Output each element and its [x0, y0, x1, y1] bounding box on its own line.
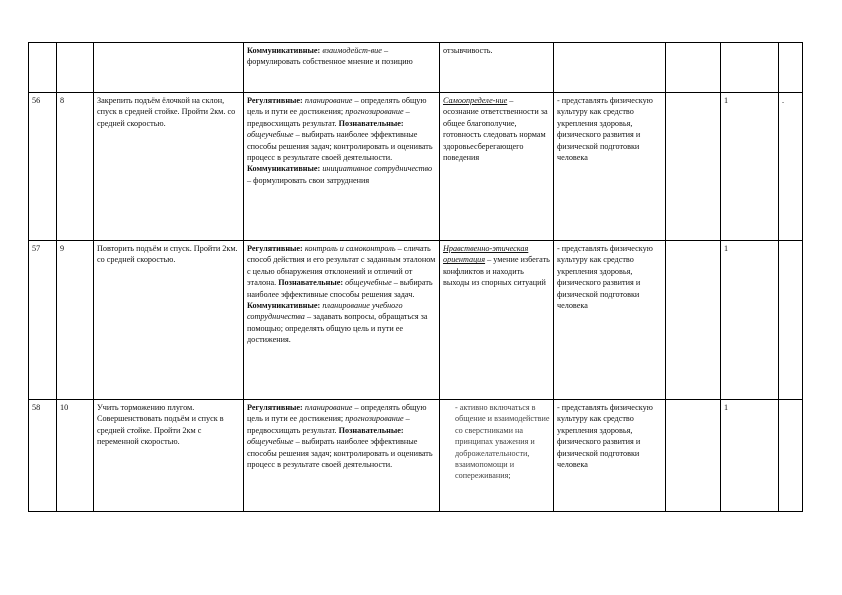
hours-cell: 1: [721, 93, 779, 241]
subject-results-cell: - представлять физическую культуру как средство укрепления здоровья, физического развития и физической подготовки человека: [554, 93, 666, 241]
metasubject-results-cell: Регулятивные: планирование – определять общую цель и пути ее достижения; прогнозирование – предвосхищать результат. Познавательные: общеучебные – выбирать наиболее эффективные способы решения задач; контролировать и оценивать процесс в результате своей деятельности.: [244, 400, 440, 512]
hours-cell: 1: [721, 241, 779, 400]
lesson-plan-table: [28, 42, 803, 512]
row-number-cell: [29, 43, 57, 93]
metasubject-results-cell: Регулятивные: планирование – определять общую цель и пути ее достижения; прогнозирование – предвосхищать результат. Познавательные: общеучебные – выбирать наиболее эффективные способы решения задач; контролировать и оценивать процесс в результате своей деятельности. Коммуникативные: инициативное сотрудничество – формулировать свои затруднения: [244, 93, 440, 241]
note-cell: [779, 400, 803, 512]
note-cell: [779, 241, 803, 400]
personal-results-cell: Самоопределе-ние – осознание ответственности за общее благополучие, готовность следовать нормам здоровьесберегающего поведения: [440, 93, 554, 241]
table-row: [29, 43, 803, 93]
metasubject-results-cell: Регулятивные: контроль и самоконтроль – сличать способ действия и его результат с заданным эталоном с целью обнаружения отклонений и отличий от эталона. Познавательные: общеучебные – выбирать наиболее эффективные способы решения задач. Коммуникативные: планирование учебного сотрудничества – задавать вопросы, обращаться за помощью; определять общую цель и пути ее достижения.: [244, 241, 440, 400]
lesson-number-cell: 10: [57, 400, 94, 512]
table-row: [29, 241, 803, 400]
topic-cell: Закрепить подъём ёлочкой на склон, спуск в средней стойке. Пройти 2км. со средней скоростью.: [94, 93, 244, 241]
hours-cell: 1: [721, 400, 779, 512]
hours-cell: [721, 43, 779, 93]
table-row: [29, 93, 803, 241]
personal-results-cell: Нравственно-этическая ориентация – умение избегать конфликтов и находить выходы из спорных ситуаций: [440, 241, 554, 400]
empty-cell: [666, 400, 721, 512]
table-row: [29, 400, 803, 512]
personal-results-cell: - активно включаться в общение и взаимодействие со сверстниками на принципах уважения и доброжелательности, взаимопомощи и сопереживания;: [440, 400, 554, 512]
table-body: [29, 43, 803, 512]
empty-cell: [666, 93, 721, 241]
lesson-number-cell: 9: [57, 241, 94, 400]
lesson-number-cell: [57, 43, 94, 93]
subject-results-cell: [554, 43, 666, 93]
note-cell: [779, 43, 803, 93]
lesson-number-cell: 8: [57, 93, 94, 241]
metasubject-results-cell: Коммуникативные: взаимодейст-вие – формулировать собственное мнение и позицию: [244, 43, 440, 93]
row-number-cell: 58: [29, 400, 57, 512]
note-cell: .: [779, 93, 803, 241]
empty-cell: [666, 241, 721, 400]
row-number-cell: 56: [29, 93, 57, 241]
subject-results-cell: - представлять физическую культуру как средство укрепления здоровья, физического развития и физической подготовки человека: [554, 241, 666, 400]
empty-cell: [666, 43, 721, 93]
topic-cell: [94, 43, 244, 93]
topic-cell: Учить торможению плугом. Совершенствовать подъём и спуск в средней стойке. Пройти 2км с переменной скоростью.: [94, 400, 244, 512]
subject-results-cell: - представлять физическую культуру как средство укрепления здоровья, физического развития и физической подготовки человека: [554, 400, 666, 512]
row-number-cell: 57: [29, 241, 57, 400]
personal-results-cell: отзывчивость.: [440, 43, 554, 93]
topic-cell: Повторить подъём и спуск. Пройти 2км. со средней скоростью.: [94, 241, 244, 400]
